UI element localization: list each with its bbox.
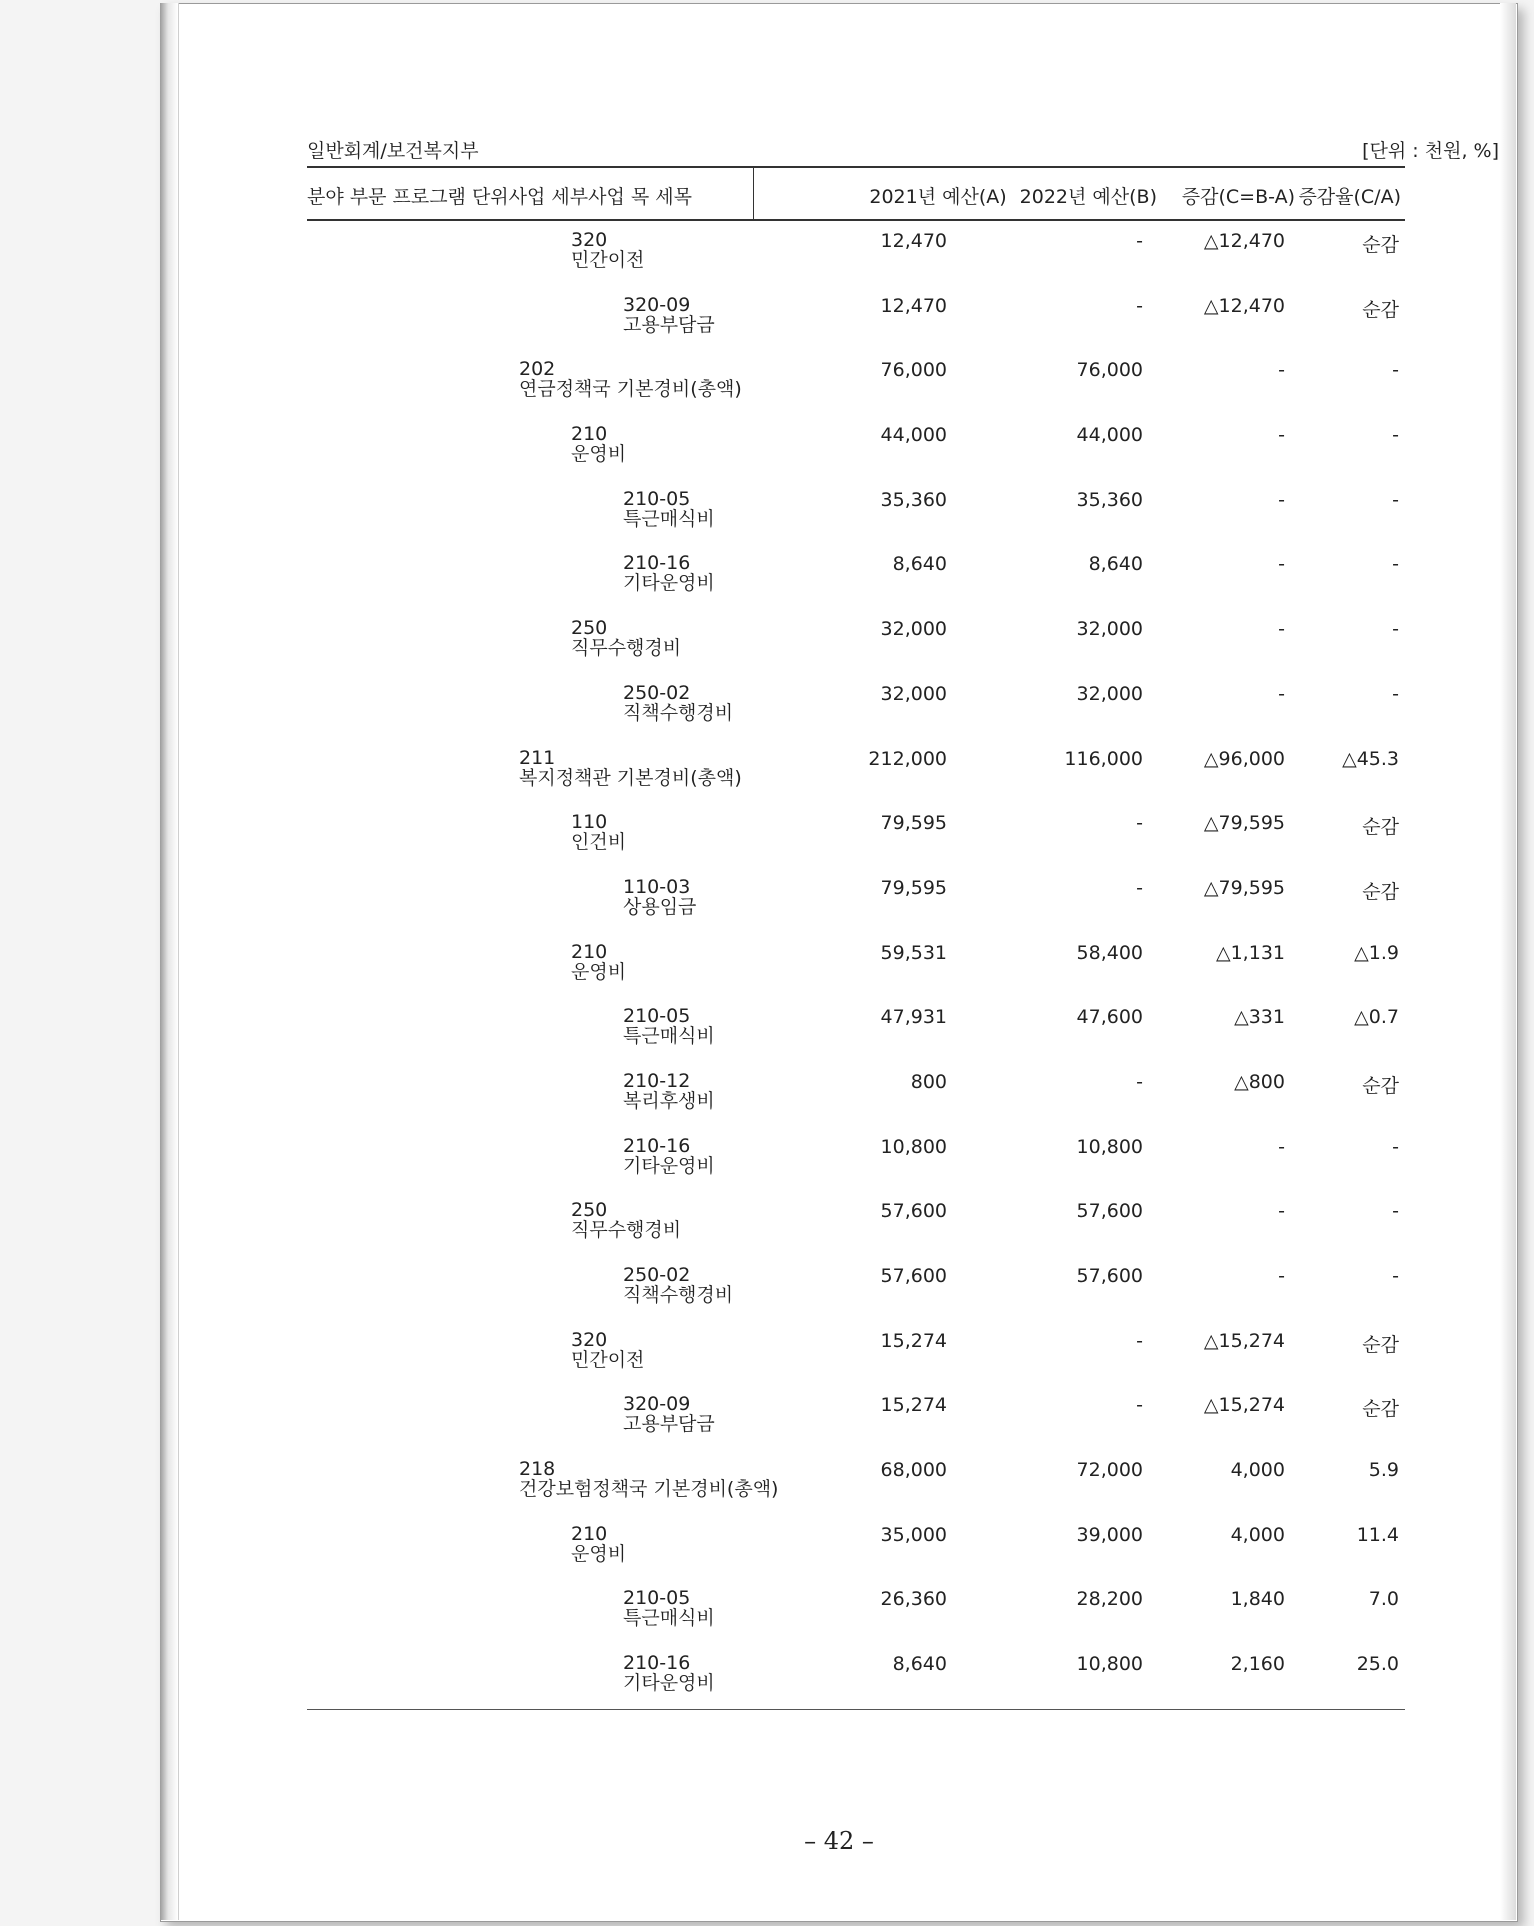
budget-2022: - (1136, 294, 1143, 317)
account-title: 일반회계/보건복지부 (307, 140, 479, 162)
item-label (623, 489, 715, 529)
budget-2021: 8,640 (892, 553, 947, 576)
budget-2022: 57,600 (1076, 1265, 1143, 1287)
budget-2021: 32,000 (880, 682, 947, 705)
change-rate: - (1392, 618, 1399, 641)
budget-2021: 57,600 (880, 1200, 947, 1223)
budget-2022: 32,000 (1076, 682, 1143, 705)
budget-2021: 15,274 (880, 1394, 947, 1417)
budget-2021: 212,000 (868, 747, 947, 770)
change-amount: - (1278, 1135, 1285, 1158)
table-row (307, 1259, 1405, 1324)
item-label (623, 553, 715, 593)
item-label (519, 359, 742, 399)
budget-2021: 79,595 (880, 812, 947, 835)
item-code: 250 (571, 617, 608, 640)
budget-2022: - (1136, 1329, 1143, 1352)
page-binding-edge (160, 3, 179, 1920)
unit-label: [단위 : 천원, %] (1362, 140, 1499, 162)
change-amount: △79,595 (1203, 812, 1285, 835)
item-code: 210-16 (623, 1652, 691, 1675)
budget-2021: 44,000 (880, 424, 947, 447)
budget-2022: - (1136, 230, 1143, 252)
budget-2021: 15,274 (880, 1329, 947, 1352)
table-row (307, 1518, 1405, 1583)
item-name: 직무수행경비 (571, 637, 682, 660)
change-rate: △0.7 (1354, 1006, 1399, 1029)
change-rate: 순감 (1362, 1333, 1399, 1356)
item-label (623, 683, 733, 723)
change-amount: △96,000 (1203, 747, 1285, 770)
change-rate: 7.0 (1368, 1588, 1399, 1611)
item-name: 인건비 (571, 831, 627, 854)
item-code: 210-16 (623, 552, 691, 575)
column-header-2021: 2021년 예산(A) (869, 186, 1007, 208)
change-rate: - (1392, 553, 1399, 576)
change-rate: △1.9 (1354, 941, 1399, 964)
change-amount: - (1278, 1265, 1285, 1287)
table-row (307, 224, 1405, 289)
change-rate: - (1392, 359, 1399, 382)
item-code: 210 (571, 1522, 608, 1545)
item-code: 210 (571, 940, 608, 963)
budget-2021: 800 (910, 1070, 947, 1093)
item-name: 특근매식비 (623, 1025, 715, 1048)
change-amount: △1,131 (1215, 941, 1285, 964)
item-label (519, 1459, 778, 1499)
change-rate: 순감 (1362, 880, 1399, 903)
budget-2021: 35,360 (880, 488, 947, 511)
item-label (623, 1394, 715, 1434)
change-amount: - (1278, 424, 1285, 447)
table-row (307, 1453, 1405, 1518)
table-row (307, 1582, 1405, 1647)
change-rate: 순감 (1362, 234, 1399, 256)
item-code: 110 (571, 811, 608, 834)
item-code: 210-05 (623, 487, 691, 510)
budget-2022: 8,640 (1088, 553, 1143, 576)
budget-2021: 26,360 (880, 1588, 947, 1611)
item-name: 고용부담금 (623, 313, 715, 336)
table-row (307, 289, 1405, 354)
table-row (307, 418, 1405, 483)
budget-2022: 10,800 (1076, 1653, 1143, 1676)
item-name: 특근매식비 (623, 507, 715, 530)
change-amount: △15,274 (1203, 1329, 1285, 1352)
budget-2022: 72,000 (1076, 1459, 1143, 1482)
change-amount: - (1278, 553, 1285, 576)
change-amount: 1,840 (1230, 1588, 1285, 1611)
column-header-rate: 증감율(C/A) (1298, 186, 1401, 208)
item-code: 250-02 (623, 1264, 691, 1286)
item-code: 250 (571, 1199, 608, 1222)
budget-2022: - (1136, 876, 1143, 899)
item-code: 320-09 (623, 1393, 691, 1416)
table-row (307, 483, 1405, 548)
change-rate: 11.4 (1356, 1523, 1399, 1546)
item-code: 210-05 (623, 1005, 691, 1028)
item-code: 211 (519, 746, 556, 769)
item-name: 운영비 (571, 960, 627, 983)
budget-2022: 47,600 (1076, 1006, 1143, 1029)
table-row (307, 1647, 1405, 1712)
column-header-name: 분야 부문 프로그램 단위사업 세부사업 목 세목 (307, 186, 692, 208)
change-amount: △12,470 (1203, 230, 1285, 252)
table-row (307, 1000, 1405, 1065)
change-amount: - (1278, 359, 1285, 382)
item-name: 민간이전 (571, 1348, 645, 1371)
table-row (307, 871, 1405, 936)
table-row (307, 612, 1405, 677)
change-rate: 순감 (1362, 1398, 1399, 1421)
change-amount: - (1278, 618, 1285, 641)
item-code: 210-16 (623, 1134, 691, 1157)
budget-2022: 32,000 (1076, 618, 1143, 641)
change-amount: △800 (1234, 1070, 1285, 1093)
item-label (519, 748, 742, 788)
budget-2021: 35,000 (880, 1523, 947, 1546)
budget-table-body (307, 224, 1405, 1712)
item-name: 특근매식비 (623, 1607, 715, 1630)
table-row (307, 936, 1405, 1001)
table-row (307, 1324, 1405, 1389)
change-amount: 4,000 (1230, 1459, 1285, 1482)
item-name: 상용임금 (623, 895, 697, 918)
item-code: 320 (571, 229, 608, 251)
budget-2022: 28,200 (1076, 1588, 1143, 1611)
item-name: 기타운영비 (623, 1672, 715, 1695)
item-label (571, 424, 626, 464)
change-rate: - (1392, 1200, 1399, 1223)
budget-2022: - (1136, 812, 1143, 835)
item-code: 202 (519, 358, 556, 381)
item-code: 320 (571, 1328, 608, 1351)
item-label (623, 1136, 715, 1176)
budget-2021: 57,600 (880, 1265, 947, 1287)
item-label (623, 1653, 715, 1693)
item-name: 민간이전 (571, 249, 645, 271)
budget-2022: 116,000 (1064, 747, 1143, 770)
item-label (571, 1200, 681, 1240)
item-label (571, 618, 681, 658)
change-rate: - (1392, 1265, 1399, 1287)
change-amount: - (1278, 1200, 1285, 1223)
change-amount: △331 (1234, 1006, 1285, 1029)
budget-2022: 10,800 (1076, 1135, 1143, 1158)
change-rate: 순감 (1362, 816, 1399, 839)
table-row (307, 353, 1405, 418)
change-rate: - (1392, 424, 1399, 447)
item-name: 기타운영비 (623, 1154, 715, 1177)
item-label (571, 1524, 626, 1564)
table-bottom-rule (307, 1709, 1405, 1710)
budget-2022: - (1136, 1394, 1143, 1417)
item-name: 직무수행경비 (571, 1219, 682, 1242)
item-label (623, 1265, 733, 1305)
table-row (307, 1065, 1405, 1130)
budget-2022: 57,600 (1076, 1200, 1143, 1223)
table-row (307, 547, 1405, 612)
budget-2021: 32,000 (880, 618, 947, 641)
table-top-rule (307, 166, 1405, 168)
item-name: 기타운영비 (623, 572, 715, 595)
column-header-change: 증감(C=B-A) (1181, 186, 1295, 208)
budget-2022: 76,000 (1076, 359, 1143, 382)
change-rate: △45.3 (1342, 747, 1399, 770)
change-rate: 순감 (1362, 298, 1399, 321)
table-row (307, 1194, 1405, 1259)
item-label (571, 812, 626, 852)
table-row (307, 1130, 1405, 1195)
item-label (623, 1071, 715, 1111)
table-header-rule (307, 219, 1405, 221)
change-rate: - (1392, 1135, 1399, 1158)
budget-2021: 79,595 (880, 876, 947, 899)
item-name: 고용부담금 (623, 1413, 715, 1436)
change-amount: △79,595 (1203, 876, 1285, 899)
change-amount: 2,160 (1230, 1653, 1285, 1676)
item-label (623, 877, 696, 917)
item-label (571, 230, 644, 270)
budget-2021: 76,000 (880, 359, 947, 382)
item-code: 210 (571, 423, 608, 446)
change-rate: 25.0 (1356, 1653, 1399, 1676)
item-code: 320-09 (623, 293, 691, 316)
budget-2021: 59,531 (880, 941, 947, 964)
item-name: 운영비 (571, 443, 627, 466)
change-amount: 4,000 (1230, 1523, 1285, 1546)
budget-2022: 58,400 (1076, 941, 1143, 964)
budget-2022: 35,360 (1076, 488, 1143, 511)
item-label (623, 1588, 715, 1628)
table-row (307, 1388, 1405, 1453)
item-label (623, 295, 715, 335)
item-name: 건강보험정책국 기본경비(총액) (519, 1478, 779, 1501)
page-right-edge (1500, 3, 1516, 1920)
table-row (307, 742, 1405, 807)
change-amount: △15,274 (1203, 1394, 1285, 1417)
item-name: 복리후생비 (623, 1089, 715, 1112)
budget-2021: 47,931 (880, 1006, 947, 1029)
budget-2021: 12,470 (880, 230, 947, 252)
item-code: 210-12 (623, 1069, 691, 1092)
page-number: – 42 – (804, 1827, 874, 1855)
budget-2021: 12,470 (880, 294, 947, 317)
header-divider (753, 167, 754, 220)
budget-2022: 39,000 (1076, 1523, 1143, 1546)
item-label (571, 942, 626, 982)
item-label (623, 1006, 715, 1046)
budget-2021: 68,000 (880, 1459, 947, 1482)
change-rate: - (1392, 682, 1399, 705)
item-name: 직책수행경비 (623, 701, 734, 724)
budget-2021: 8,640 (892, 1653, 947, 1676)
change-amount: - (1278, 682, 1285, 705)
budget-2021: 10,800 (880, 1135, 947, 1158)
budget-2022: - (1136, 1070, 1143, 1093)
budget-2022: 44,000 (1076, 424, 1143, 447)
item-code: 210-05 (623, 1587, 691, 1610)
item-label (571, 1330, 644, 1370)
change-rate: 5.9 (1368, 1459, 1399, 1482)
item-code: 250-02 (623, 681, 691, 704)
change-amount: △12,470 (1203, 294, 1285, 317)
document-page (160, 3, 1518, 1922)
change-amount: - (1278, 488, 1285, 511)
item-name: 복지정책관 기본경비(총액) (519, 766, 742, 789)
change-rate: 순감 (1362, 1074, 1399, 1097)
item-name: 운영비 (571, 1542, 627, 1565)
column-header-2022: 2022년 예산(B) (1019, 186, 1157, 208)
table-row (307, 806, 1405, 871)
item-name: 연금정책국 기본경비(총액) (519, 378, 742, 401)
item-code: 218 (519, 1458, 556, 1481)
item-name: 직책수행경비 (623, 1284, 734, 1306)
change-rate: - (1392, 488, 1399, 511)
item-code: 110-03 (623, 875, 691, 898)
table-row (307, 677, 1405, 742)
